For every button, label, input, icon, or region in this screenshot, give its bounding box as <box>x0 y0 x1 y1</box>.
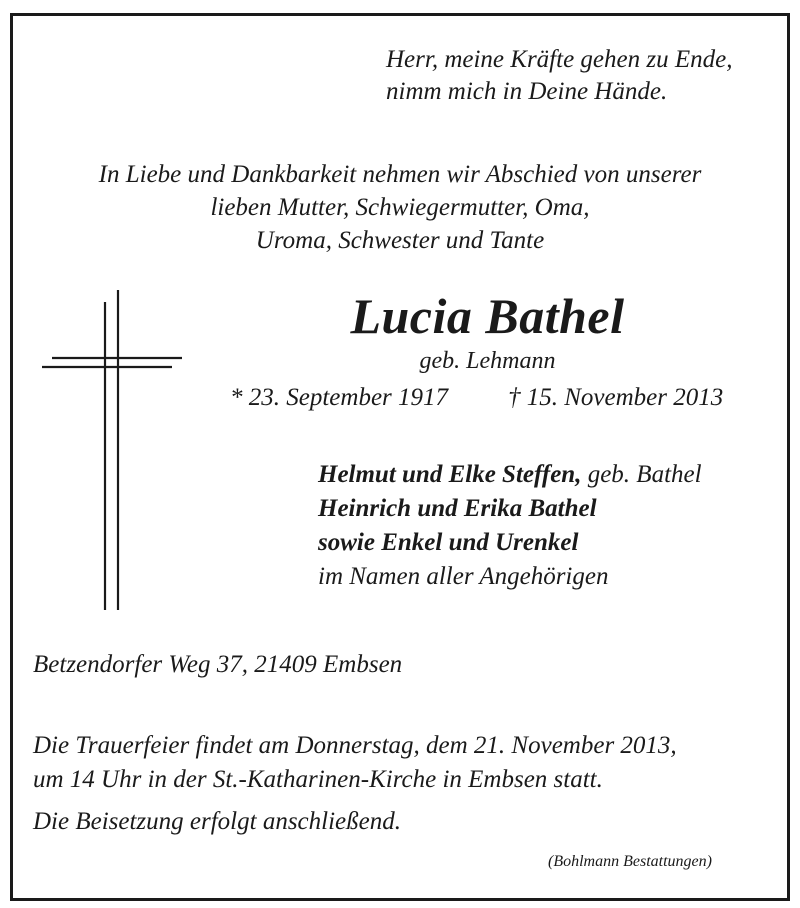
mourner-line-1-suffix: geb. Bathel <box>581 461 702 488</box>
mourner-line-3-names: sowie Enkel und Urenkel <box>318 529 579 556</box>
mourner-line-1-names: Helmut und Elke Steffen, <box>318 461 582 488</box>
death-date: † 15. November 2013 <box>508 384 724 411</box>
motto <box>386 44 732 108</box>
mourner-line-2-names: Heinrich und Erika Bathel <box>318 495 597 522</box>
address: Betzendorfer Weg 37, 21409 Embsen <box>33 651 403 678</box>
motto-line-2: nimm mich in Deine Hände. <box>386 78 668 105</box>
intro-line-2: lieben Mutter, Schwiegermutter, Oma, <box>210 194 590 221</box>
undertaker-credit: (Bohlmann Bestattungen) <box>548 853 712 870</box>
motto-line-1: Herr, meine Kräfte gehen zu Ende, <box>386 46 733 73</box>
service-info <box>33 729 677 797</box>
service-line-1: Die Trauerfeier findet am Donnerstag, dem 21. November 2013, <box>33 732 677 759</box>
intro-line-1: In Liebe und Dankbarkeit nehmen wir Abschied von unserer <box>98 161 702 188</box>
deceased-birth-name: geb. Lehmann <box>419 348 556 374</box>
intro-text <box>0 158 800 257</box>
burial-info: Die Beisetzung erfolgt anschließend. <box>33 808 401 835</box>
mourner-line-2 <box>318 492 702 526</box>
mourner-line-3 <box>318 526 702 560</box>
mourners-list <box>318 458 702 594</box>
mourner-line-1 <box>318 458 702 492</box>
service-line-2: um 14 Uhr in der St.-Katharinen-Kirche in Embsen statt. <box>33 766 603 793</box>
mourner-line-4: im Namen aller Angehörigen <box>318 563 609 590</box>
intro-line-3: Uroma, Schwester und Tante <box>255 227 545 254</box>
deceased-name: Lucia Bathel <box>350 288 625 344</box>
birth-date: * 23. September 1917 <box>230 384 449 411</box>
